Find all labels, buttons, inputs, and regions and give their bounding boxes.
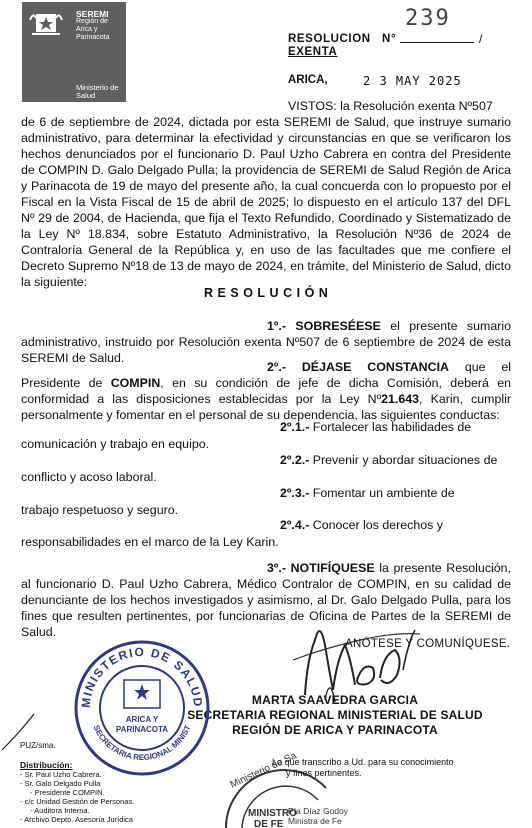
resolution-title-line1: RESOLUCION N° [288,33,397,45]
item-2-num: 2º.- [267,360,286,374]
ministro-name: Pía Díaz Godoy [288,806,349,816]
place: ARICA, [288,74,328,86]
sub-item-2 [280,452,511,468]
sub-item-2-cont: conflicto y acoso laboral. [21,470,157,484]
seal-top-text: MINISTERIO DE SALUD [78,644,206,709]
distribution-item: - Presidente COMPIN. [20,788,134,797]
sub-item-2-text: Prevenir y abordar situaciones de [309,453,498,467]
number-slash: / [479,32,483,46]
sub-item-3-text: Fomentar un ambiente de [309,486,455,500]
transcribo-line2: y fines pertinentes. [286,768,362,778]
item-3-text: la presente Resolución, al funcionario D. Paul Uzho Cabrera, Médico Contralor de COMPIN, en su calidad de denunciante de los hechos investigados y asimismo, al Dr. Galo Delgado Pulla, para los fines que resulten pertinentes, por funcionarias de Oficina de Partes de la SEREMI de Salud. [21,561,511,639]
item-2-text-b: , en su condición de jefe de dicha Comisión, deberá en conformidad a las disposiciones establecidas por la Ley Nº [21,376,512,406]
distribution-item: - Archivo Depto. Asesoría Jurídica [20,815,134,824]
ministry-name: Ministerio de Salud [76,83,119,100]
resolution-title [288,33,396,59]
item-3-verb: NOTIFÍQUESE [290,561,375,575]
transcribo-note [272,757,454,779]
seal-center-line2: PARINACOTA [115,725,169,734]
sub-item-4-num: 2º.4.- [280,518,310,532]
signer-region: REGIÓN DE ARICA Y PARINACOTA [232,723,438,737]
sub-item-3 [280,485,511,501]
item-1-verb: SOBRESÉESE [295,319,381,333]
sub-item-2-num: 2º.2.- [280,453,310,467]
org-line2: Región de Arica y Parinacota [76,18,110,41]
sub-item-4 [280,517,511,533]
number-underline [400,42,474,43]
letterhead [22,2,126,102]
sub-item-3-num: 2º.3.- [280,486,310,500]
vistos-paragraph [21,98,511,290]
item-3-num: 3º.- [267,561,286,575]
initials: PUZ/sma. [20,741,56,750]
transcribo-line1: Lo que transcribo a Ud. para su conocimiento [272,757,454,767]
vistos-body: de 6 de septiembre de 2024, dictada por esta SEREMI de Salud, que instruye sumario administrativo, para determinar la efectividad y circunstancias en que se verificaron los hechos denunciados por el funcionario D. Paul Uzho Cabrera en contra del Presidente de COMPIN D. Galo Delgado Pulla; la providencia de SEREMI de Salud Región de Arica y Parinacota de 19 de mayo del presente año, la cual concuerda con lo propuesto por el Fiscal en la Vista Fiscal de 15 de abril de 2025; lo dispuesto en el artículo 137 del DFL Nº 29 de 2004, de Hacienda, que fija el Texto Refundido, Coordinado y Sistematizado de la Ley Nº 18.834, sobre Estatuto Administrativo, la Resolución Nº36 de 2024 de Contraloría General de la República y, en uso de las facultades que me confiere el Decreto Supremo Nº18 de 13 de mayo de 2024, en trámite, del Ministerio de Salud, dicto la siguiente: [21,115,511,289]
sub-item-4-cont: responsabilidades en el marco de la Ley Karin. [21,535,279,549]
signer-name: MARTA SAAVEDRA GARCIA [251,693,419,707]
sub-item-3-cont: trabajo respetuoso y seguro. [21,503,179,517]
org-name [76,10,124,42]
sub-item-4-text: Conocer los derechos y [309,518,443,532]
item-2-compin: COMPIN [110,376,161,390]
date-stamp: 2 3 MAY 2025 [363,74,462,88]
item-1-num: 1º.- [267,319,286,333]
stamp2-line2: MINISTRO [248,808,297,819]
sub-item-1 [280,419,511,435]
stamp2-line3: DE FE [254,819,284,828]
sub-item-1-num: 2º.1.- [280,420,310,434]
item-3 [21,560,511,640]
item-2 [21,359,511,423]
distribution-list [20,770,134,824]
resolucion-heading: RESOLUCIÓN [204,286,333,300]
item-2-text-a: que el Presidente de [21,360,511,390]
item-2-text-c: , Karin, cumplir personalmente y fomentar en el personal de su dependencia, las siguientes conductas: [21,392,511,422]
signature-block [165,693,505,738]
resolution-title-line2: EXENTA [288,46,338,58]
distribution-item: - c/c Unidad Gestión de Personas. [20,797,134,806]
distribution-item: - Auditora Interna. [20,806,134,815]
stamp2-line1: Ministerio de Sa [228,750,299,791]
signer-title: SECRETARIA REGIONAL MINISTERIAL DE SALUD [187,708,483,722]
vistos-first-line: VISTOS: la Resolución exenta Nº507 [288,99,493,113]
ministro-de-fe [288,806,348,826]
seal-bottom-text: SECRETARIA REGIONAL MINIST [91,723,193,763]
resolution-number: 239 [405,6,451,31]
sub-item-1-cont: comunicación y trabajo en equipo. [21,437,210,451]
item-1-text: el presente sumario administrativo, instruido por Resolución exenta Nº507 de 6 septiembre de 2024 de esta SEREMI de Salud. [21,319,511,365]
ministry-seal-stamp [72,638,212,778]
distribution-item: - Sr. Paul Uzho Cabrera. [20,770,134,779]
org-line1: SEREMI [76,9,109,19]
distribution-item: - Sr. Galo Delgado Pulla [20,779,134,788]
item-2-verb: DÉJASE CONSTANCIA [301,360,449,374]
distribution-title: Distribución: [20,760,73,770]
item-2-law: 21.643 [381,392,420,406]
ministro-title: Ministra de Fe [288,816,342,826]
svg-text:MINISTERIO DE SALUD [79,645,205,709]
closing-anotese: ANÓTESE Y COMUNÍQUESE. [345,638,511,650]
sub-item-1-text: Fortalecer las habilidades de [309,420,472,434]
coat-of-arms-icon [28,8,64,38]
seal-center-line1: ARICA Y [125,715,159,724]
